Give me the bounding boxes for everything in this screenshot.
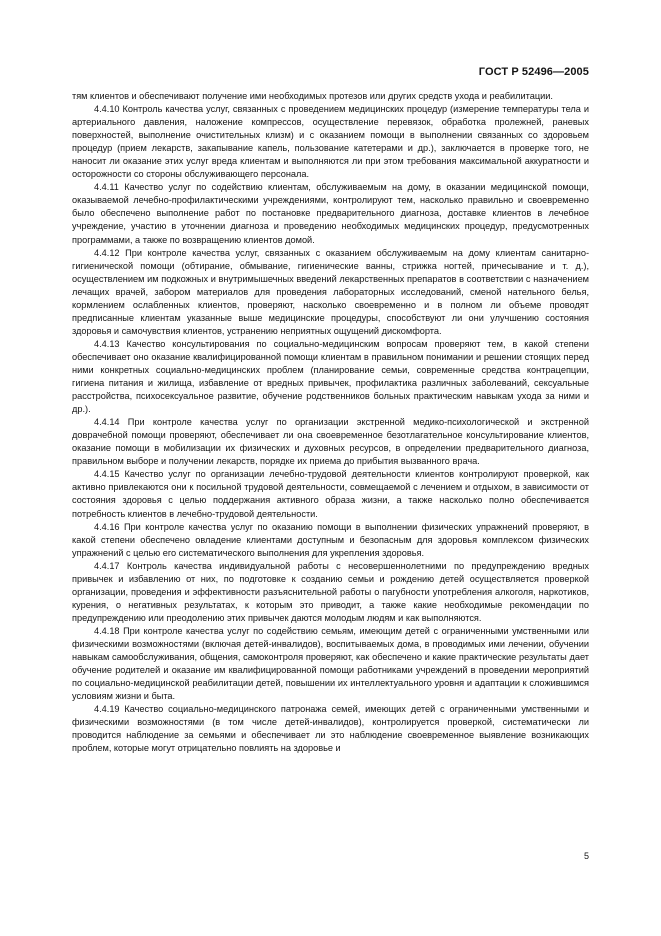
- page-number: 5: [583, 851, 589, 861]
- paragraph-4-4-11: 4.4.11 Качество услуг по содействию клиентам, обслуживаемым на дому, в оказании медицинской помощи, оказываемой лечебно-профилактическими учреждениями, контролируют тем, насколько правильно и своевременно было обеспечено выполнение работ по постановке предварительного диагноза, доставке клиентов в лечебное учреждение, участию в уточнении диагноза и проведению необходимых медицинских процедур, предусмотренных программами, а также по возвращению клиентов домой.: [72, 182, 589, 245]
- document-header: [479, 66, 589, 78]
- paragraph-4-4-10: 4.4.10 Контроль качества услуг, связанных с проведением медицинских процедур (измерение температуры тела и артериального давления, наложение компрессов, осуществление перевязок, обработка пролежней, раневых поверхностей, выполнение очистительных клизм) и с оказанием помощи в выполнении связанных со здоровьем процедур (прием лекарств, закапывание капель, пользование катетерами и др.), заключается в проверке того, не наносит ли оказание этих услуг вреда клиентам и выполняются ли при этом требования максимальной аккуратности и осторожности со стороны обслуживающего персонала.: [72, 104, 589, 180]
- paragraph-4-4-17: 4.4.17 Контроль качества индивидуальной работы с несовершеннолетними по предупреждению вредных привычек и избавлению от них, по подготовке к созданию семьи и рождению детей осуществляется проверкой организации, проведения и эффективности разъяснительной работы о пагубности употребления алкоголя, наркотиков, курения, о негативных результатах, к которым это приводит, а также какие необходимые рекомендации по предупреждению или преодолению этих привычек даются молодым людям и как выполняются.: [72, 560, 589, 623]
- paragraph-4-4-13: 4.4.13 Качество консультирования по социально-медицинским вопросам проверяют тем, в какой степени обеспечивает оно оказание квалифицированной помощи клиентам в правильном понимании и решении стоящих перед ними конкретных социально-медицинских проблем (планирование семьи, современные средства контрацепции, гигиена питания и жилища, избавление от вредных привычек, профилактика различных заболеваний, сексуальные расстройства, психосексуальное развитие, обучение родственников больных практическим навыкам ухода за ними и др.).: [72, 338, 589, 415]
- document-body: [72, 90, 589, 755]
- standard-id: ГОСТ Р 52496—2005: [478, 66, 589, 78]
- paragraph-4-4-19: 4.4.19 Качество социально-медицинского патронажа семей, имеющих детей с ограниченными умственными и физическими возможностями (в том числе детей-инвалидов), контролируется проверкой, систематически ли проводится наблюдение за семьями и обеспечивает ли это наблюдение своевременное выявление возникающих проблем, которые могут отрицательно повлиять на здоровье и: [72, 704, 589, 754]
- intro-paragraph: тям клиентов и обеспечивают получение ими необходимых протезов или других средств ухода и реабилитации.: [72, 91, 553, 101]
- paragraph-4-4-15: 4.4.15 Качество услуг по организации лечебно-трудовой деятельности клиентов контролируют проверкой, как активно привлекаются они к посильной трудовой деятельности, совмещаемой с лечением и отдыхом, в зависимости от состояния здоровья с целью поддержания активного образа жизни, а также насколько полно обеспечивается потребность клиентов в лечебно-трудовой деятельности.: [72, 469, 589, 519]
- paragraph-4-4-18: 4.4.18 При контроле качества услуг по содействию семьям, имеющим детей с ограниченными умственными или физическими возможностями (включая детей-инвалидов), воспитываемых дома, в проводимых ими лечении, обучении навыкам самообслуживания, общения, самоконтроля проверяют, как обеспечено и какие практические результаты дает обучение родителей и оказание им квалифицированной помощи работниками учреждений в проведении мероприятий по социально-медицинской реабилитации детей, повышении их интеллектуального уровня и адаптации к сложившимся условиям жизни и быта.: [72, 625, 589, 702]
- paragraph-4-4-14: 4.4.14 При контроле качества услуг по организации экстренной медико-психологической и экстренной доврачебной помощи проверяют, обеспечивает ли она своевременное безотлагательное консультирование клиентов, оказание помощи в мобилизации их физических и духовных ресурсов, в определении предварительного диагноза, правильном выборе и получении лекарств, порядке их приема до прибытия вызванного врача.: [72, 417, 589, 467]
- paragraph-4-4-16: 4.4.16 При контроле качества услуг по оказанию помощи в выполнении физических упражнений проверяют, в какой степени обеспечено овладение клиентами доступным и безопасным для здоровья комплексом физических упражнений с целью его систематического выполнения для укрепления здоровья.: [72, 521, 589, 558]
- paragraph-4-4-12: 4.4.12 При контроле качества услуг, связанных с оказанием обслуживаемым на дому клиентам санитарно-гигиенической помощи (обтирание, обмывание, гигиенические ванны, стрижка ногтей, причесывание и т. д.), осуществлением им подкожных и внутримышечных введений лекарственных препаратов в соответствии с назначением лечащих врачей, забором материалов для проведения лабораторных исследований, сменой нательного белья, кормлением ослабленных клиентов, проверяют, насколько своевременно и в полном ли объеме проводят предписанные клиентам указанные выше медицинские процедуры, способствуют ли они улучшению состояния здоровья и самочувствия клиентов, устранению неприятных ощущений дискомфорта.: [72, 247, 589, 336]
